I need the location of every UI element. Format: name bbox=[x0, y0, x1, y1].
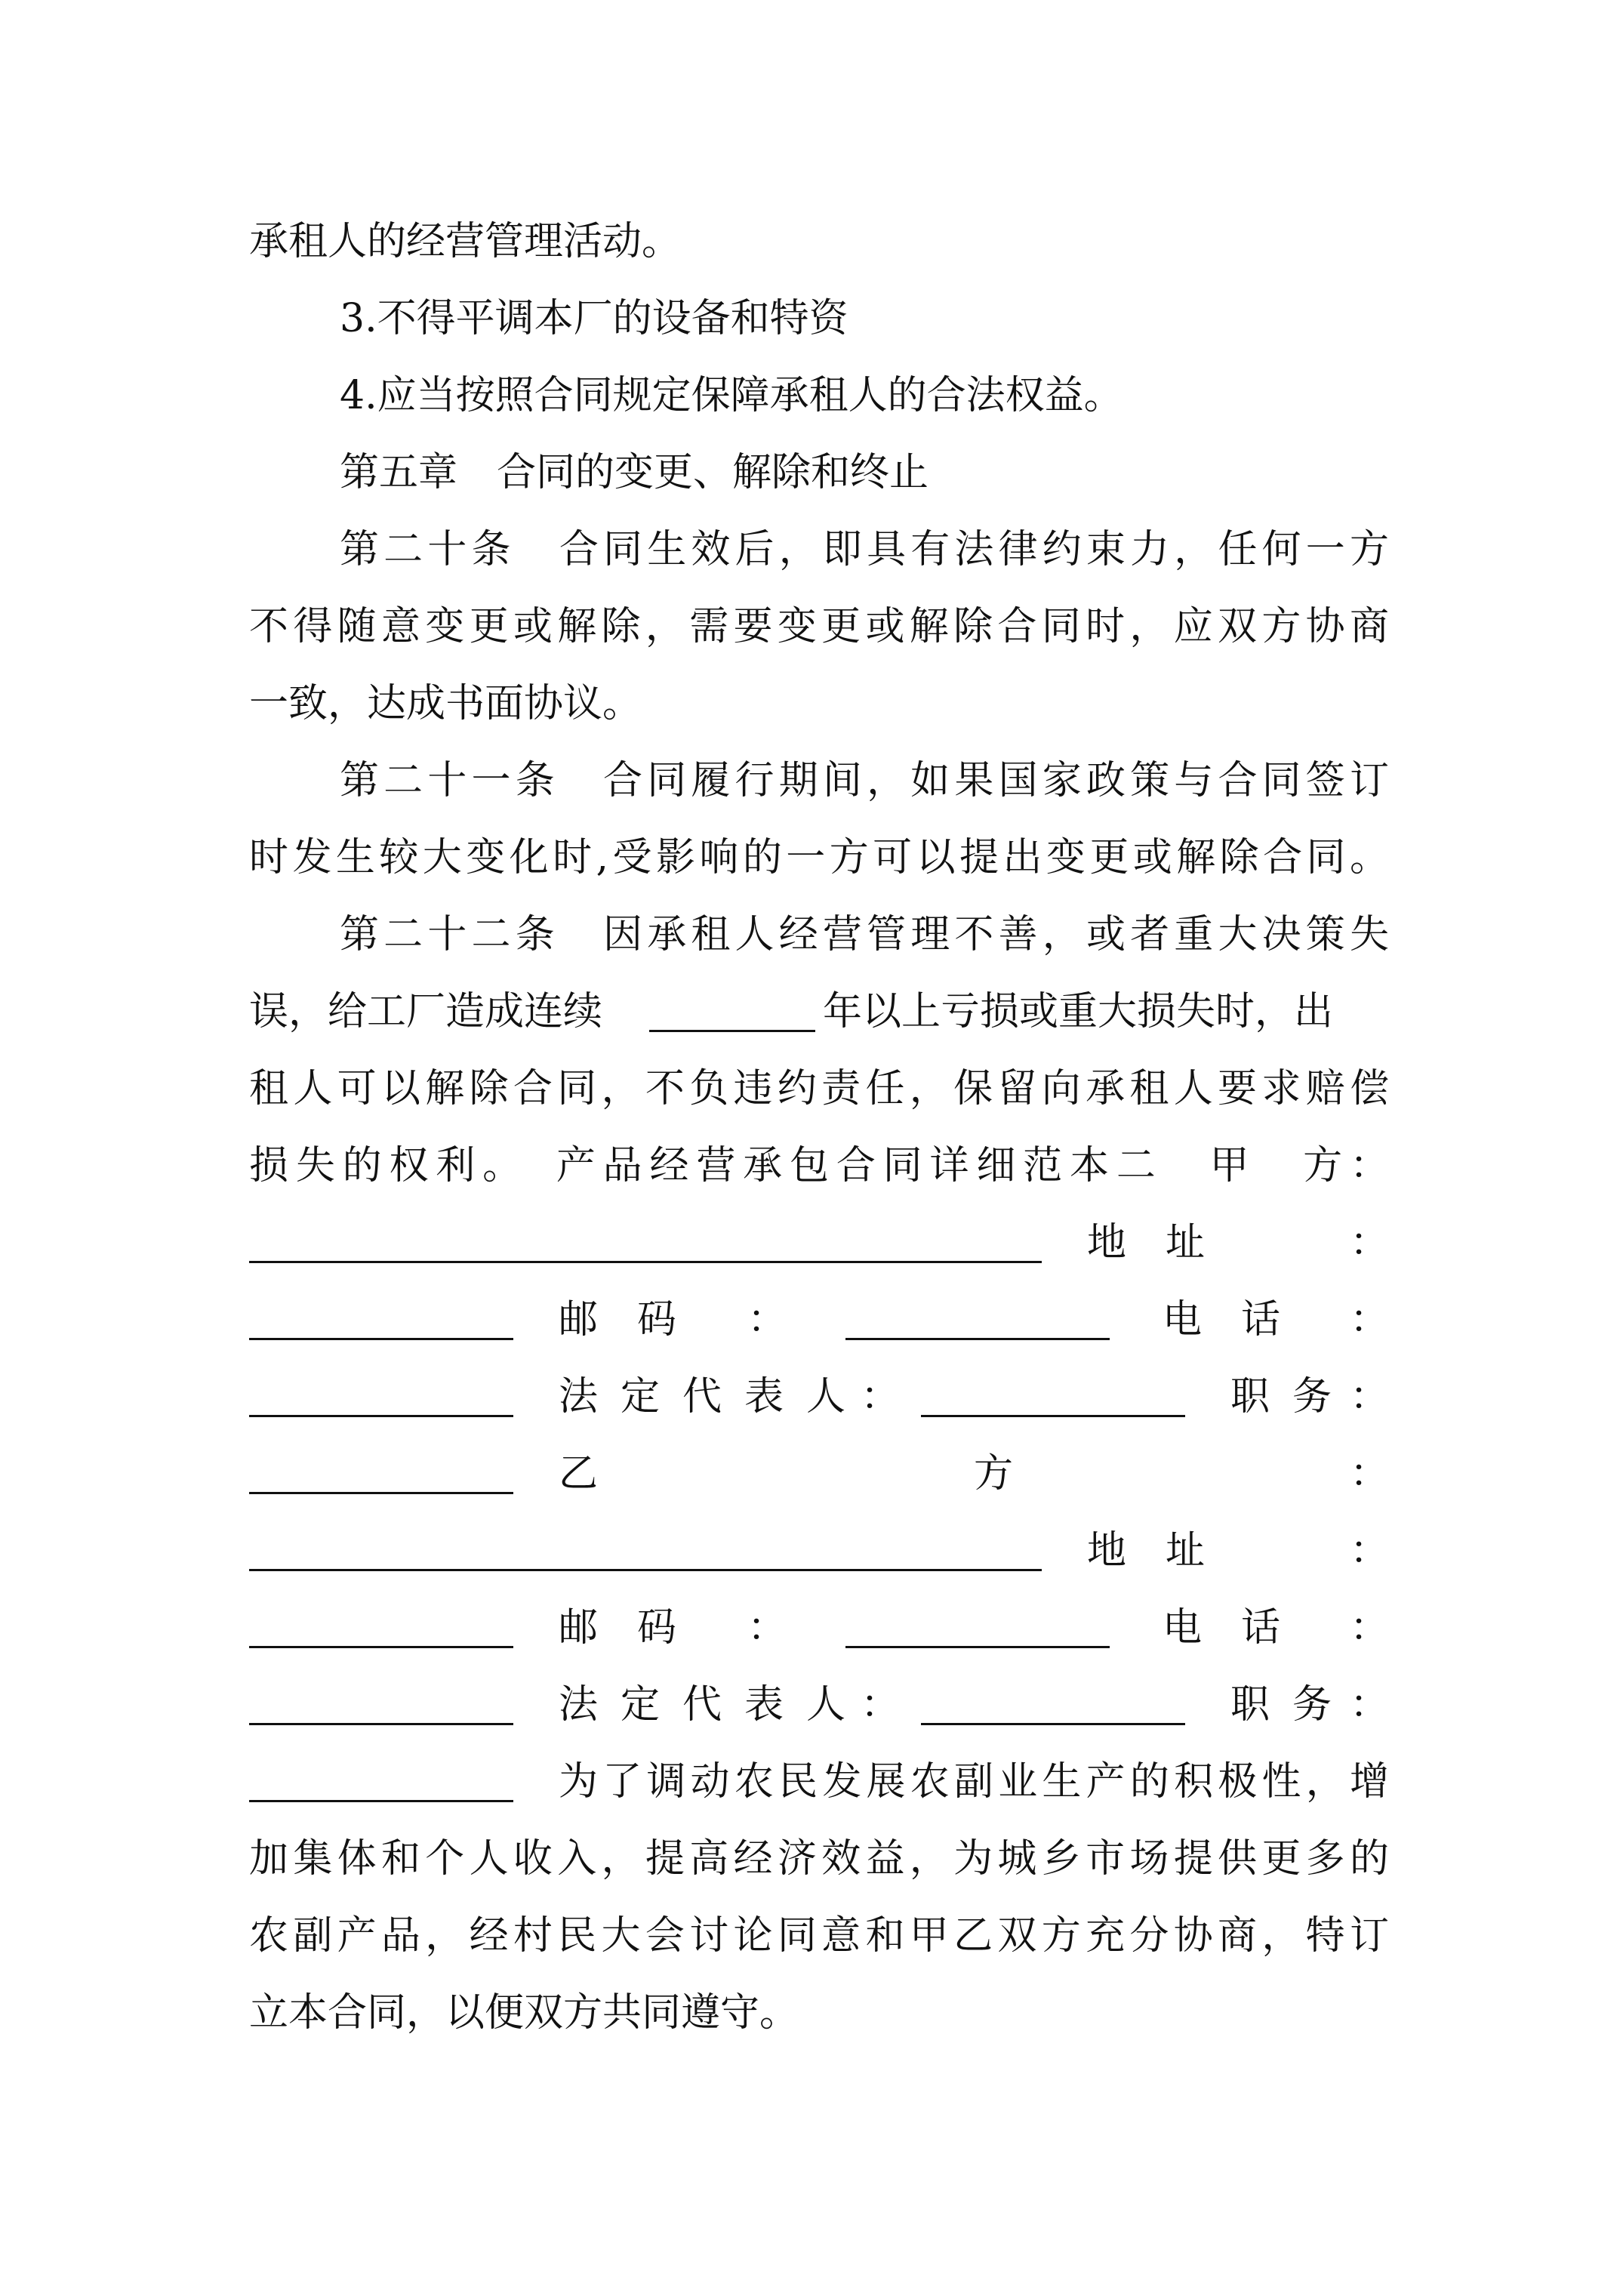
blank-party-b-legal-rep[interactable] bbox=[921, 1667, 1185, 1725]
form-row bbox=[249, 1359, 1389, 1435]
colon: ： bbox=[1350, 1528, 1390, 1573]
text-segment: 为了调动农民发展农副业生产的积极性，增 bbox=[559, 1759, 1389, 1804]
blank-party-b-postcode[interactable] bbox=[845, 1590, 1110, 1648]
text-line: 立本合同，以便双方共同遵守。 bbox=[249, 1990, 799, 2036]
blank-party-b-name[interactable] bbox=[249, 1513, 1042, 1571]
text-line: 3.不得平调本厂的设备和特资 bbox=[340, 296, 848, 341]
text-line-with-blank bbox=[249, 974, 1389, 1049]
phone-label: 电 话 bbox=[1163, 1297, 1281, 1342]
form-row bbox=[249, 1590, 1389, 1666]
text-line: 一致，达成书面协议。 bbox=[249, 681, 642, 726]
postcode-label: 邮 码 bbox=[559, 1297, 677, 1342]
text-line: 加集体和个人收入，提高经济效益，为城乡市场提供更多的 bbox=[249, 1836, 1389, 1881]
address-label: 地 址 bbox=[1087, 1528, 1206, 1573]
text-line: 损失的权利。 产品经营承包合同详细范本二 甲 方： bbox=[249, 1143, 1389, 1188]
address-label: 地 址 bbox=[1087, 1220, 1206, 1265]
blank-party-b-position[interactable] bbox=[249, 1744, 513, 1802]
text-line: 不得随意变更或解除，需要变更或解除合同时，应双方协商 bbox=[249, 604, 1389, 649]
party-b-label: 乙 bbox=[559, 1451, 599, 1496]
chapter-heading: 第五章 合同的变更、解除和终止 bbox=[340, 450, 929, 495]
blank-party-a-name[interactable] bbox=[249, 1205, 1042, 1263]
colon: ： bbox=[1350, 1451, 1390, 1496]
form-row bbox=[249, 1282, 1389, 1358]
colon: ： bbox=[747, 1297, 787, 1342]
form-row bbox=[249, 1744, 1389, 1820]
text-line: 第二十二条 因承租人经营管理不善，或者重大决策失 bbox=[340, 912, 1389, 957]
colon: ： bbox=[747, 1605, 787, 1650]
form-row bbox=[249, 1513, 1389, 1589]
blank-party-a-address[interactable] bbox=[249, 1282, 513, 1340]
colon: ： bbox=[1350, 1682, 1390, 1727]
text-line: 时发生较大变化时,受影响的一方可以提出变更或解除合同。 bbox=[249, 835, 1389, 880]
blank-party-b-phone[interactable] bbox=[249, 1667, 513, 1725]
text-line: 农副产品，经村民大会讨论同意和甲乙双方充分协商，特订 bbox=[249, 1913, 1389, 1959]
party-b-label: 方 bbox=[974, 1451, 1014, 1496]
text-line: 第二十一条 合同履行期间，如果国家政策与合同签订 bbox=[340, 758, 1389, 803]
colon: ： bbox=[1350, 1605, 1390, 1650]
position-label: 职务 bbox=[1230, 1374, 1355, 1419]
text-line: 4.应当按照合同规定保障承租人的合法权益。 bbox=[340, 373, 1123, 418]
blank-party-a-postcode[interactable] bbox=[845, 1282, 1110, 1340]
text-line: 第二十条 合同生效后，即具有法律约束力，任何一方 bbox=[340, 527, 1389, 572]
form-row bbox=[249, 1436, 1389, 1512]
blank-party-a-legal-rep[interactable] bbox=[921, 1359, 1185, 1417]
colon: ： bbox=[861, 1374, 901, 1419]
form-row bbox=[249, 1667, 1389, 1743]
colon: ： bbox=[1350, 1297, 1390, 1342]
blank-party-a-phone[interactable] bbox=[249, 1359, 513, 1417]
text-line: 租人可以解除合同，不负违约责任，保留向承租人要求赔偿 bbox=[249, 1066, 1389, 1111]
text-line: 承租人的经营管理活动。 bbox=[249, 219, 682, 264]
colon: ： bbox=[1350, 1220, 1390, 1265]
blank-party-b-address[interactable] bbox=[249, 1590, 513, 1648]
legal-rep-label: 法定代表人 bbox=[559, 1682, 869, 1727]
form-row bbox=[249, 1205, 1389, 1281]
colon: ： bbox=[1350, 1374, 1390, 1419]
blank-party-a-position[interactable] bbox=[249, 1436, 513, 1494]
blank-years[interactable] bbox=[649, 974, 815, 1032]
legal-rep-label: 法定代表人 bbox=[559, 1374, 869, 1419]
phone-label: 电 话 bbox=[1163, 1605, 1281, 1650]
text-segment: 年以上亏损或重大损失时，出 bbox=[823, 989, 1334, 1034]
text-segment: 误，给工厂造成连续 bbox=[249, 989, 603, 1034]
colon: ： bbox=[861, 1682, 901, 1727]
postcode-label: 邮 码 bbox=[559, 1605, 677, 1650]
position-label: 职务 bbox=[1230, 1682, 1355, 1727]
